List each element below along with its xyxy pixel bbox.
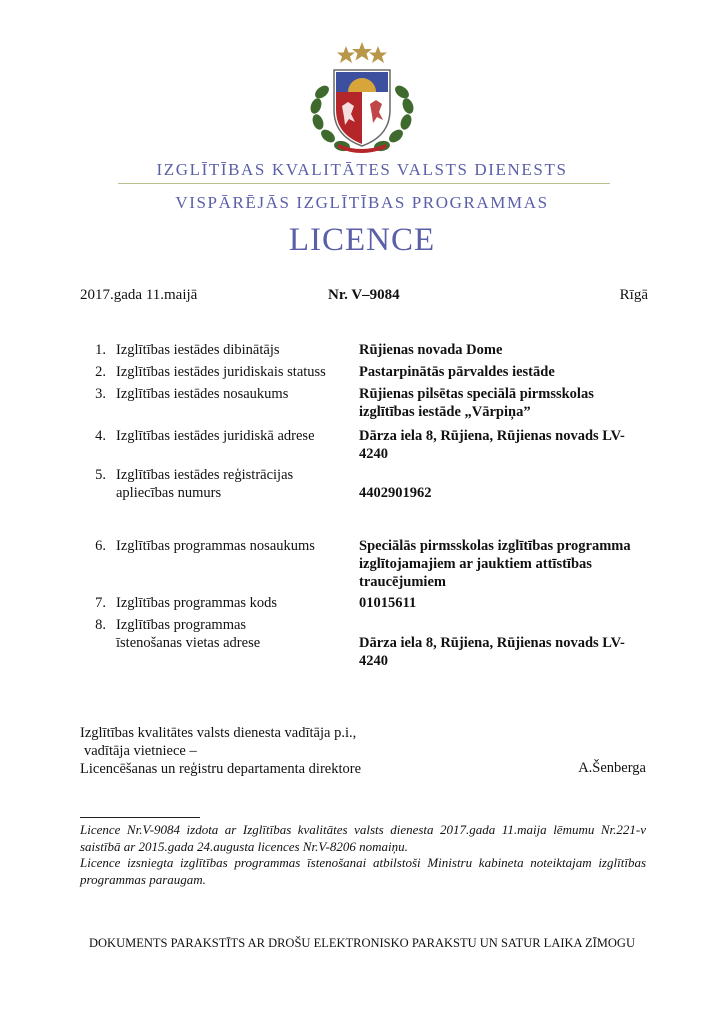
header-divider [118,183,610,184]
item-value: Rūjienas pilsētas speciālā pirmsskolas izglītības iestāde „Vārpiņa” [359,386,594,420]
item-label: Izglītības programmas nosaukums [116,538,315,554]
institution-name: IZGLĪTĪBAS KVALITĀTES VALSTS DIENESTS [156,160,568,179]
item-value: Rūjienas novada Dome [359,342,503,358]
coat-of-arms-icon [302,40,422,155]
item-value: Dārza iela 8, Rūjiena, Rūjienas novads LV-4240 [359,428,625,462]
issue-date: 2017.gada 11.maijā [80,287,198,303]
footnote-text: Licence izsniegta izglītības programmas īstenošanai atbilstoši Ministru kabineta noteiktajam izglītības programmas paraugam. [80,855,646,887]
issue-place: Rīgā [619,287,648,303]
signatory-line: Izglītības kvalitātes valsts dienesta vadītāja p.i., [80,725,357,741]
item-label: Izglītības iestādes dibinātājs [116,342,280,358]
item-number: 6. [95,538,106,554]
item-label: Izglītības iestādes reģistrācijas apliecības numurs [116,467,294,501]
item-number: 5. [95,467,106,483]
item-value: 01015611 [359,595,417,611]
signatory-name: A.Šenberga [578,760,646,776]
notice-text: DOKUMENTS PARAKSTĪTS AR DROŠU ELEKTRONISKO PARAKSTU UN SATUR LAIKA ZĪMOGU [88,936,635,950]
item-value: 4402901962 [359,485,432,501]
footnote [80,822,646,888]
item-label: Izglītības iestādes juridiskais statuss [116,364,326,380]
footnote-text: Licence Nr.V-9084 izdota ar Izglītības kvalitātes valsts dienesta 2017.gada 11.maija lēmumu Nr.221-v saistībā ar 2015.gada 24.augusta licences Nr.V-8206 nomaiņu. [80,822,646,854]
item-number: 3. [95,386,106,402]
licence-number: Nr. V–9084 [328,287,400,303]
signatory-title [80,724,361,778]
footnote-divider [80,817,200,818]
item-number: 7. [95,595,106,611]
document-title: LICENCE [288,222,436,258]
item-label: Izglītības iestādes juridiskā adrese [116,428,315,444]
item-value: Pastarpinātās pārvaldes iestāde [359,364,555,380]
item-number: 8. [95,617,106,633]
item-number: 1. [95,342,106,358]
item-label: Izglītības iestādes nosaukums [116,386,289,402]
item-value: Dārza iela 8, Rūjiena, Rūjienas novads LV-4240 [359,635,625,669]
item-number: 4. [95,428,106,444]
e-signature-notice [0,936,724,951]
signatory-line: Licencēšanas un reģistru departamenta direktore [80,761,362,777]
item-label: Izglītības programmas īstenošanas vietas adrese [116,617,261,651]
item-number: 2. [95,364,106,380]
programme-heading: VISPĀRĒJĀS IZGLĪTĪBAS PROGRAMMAS [175,193,549,212]
item-value: Speciālās pirmsskolas izglītības programma izglītojamajiem ar jauktiem attīstības traucējumiem [359,538,631,590]
item-label: Izglītības programmas kods [116,595,278,611]
signatory-line: vadītāja vietniece – [84,743,197,759]
